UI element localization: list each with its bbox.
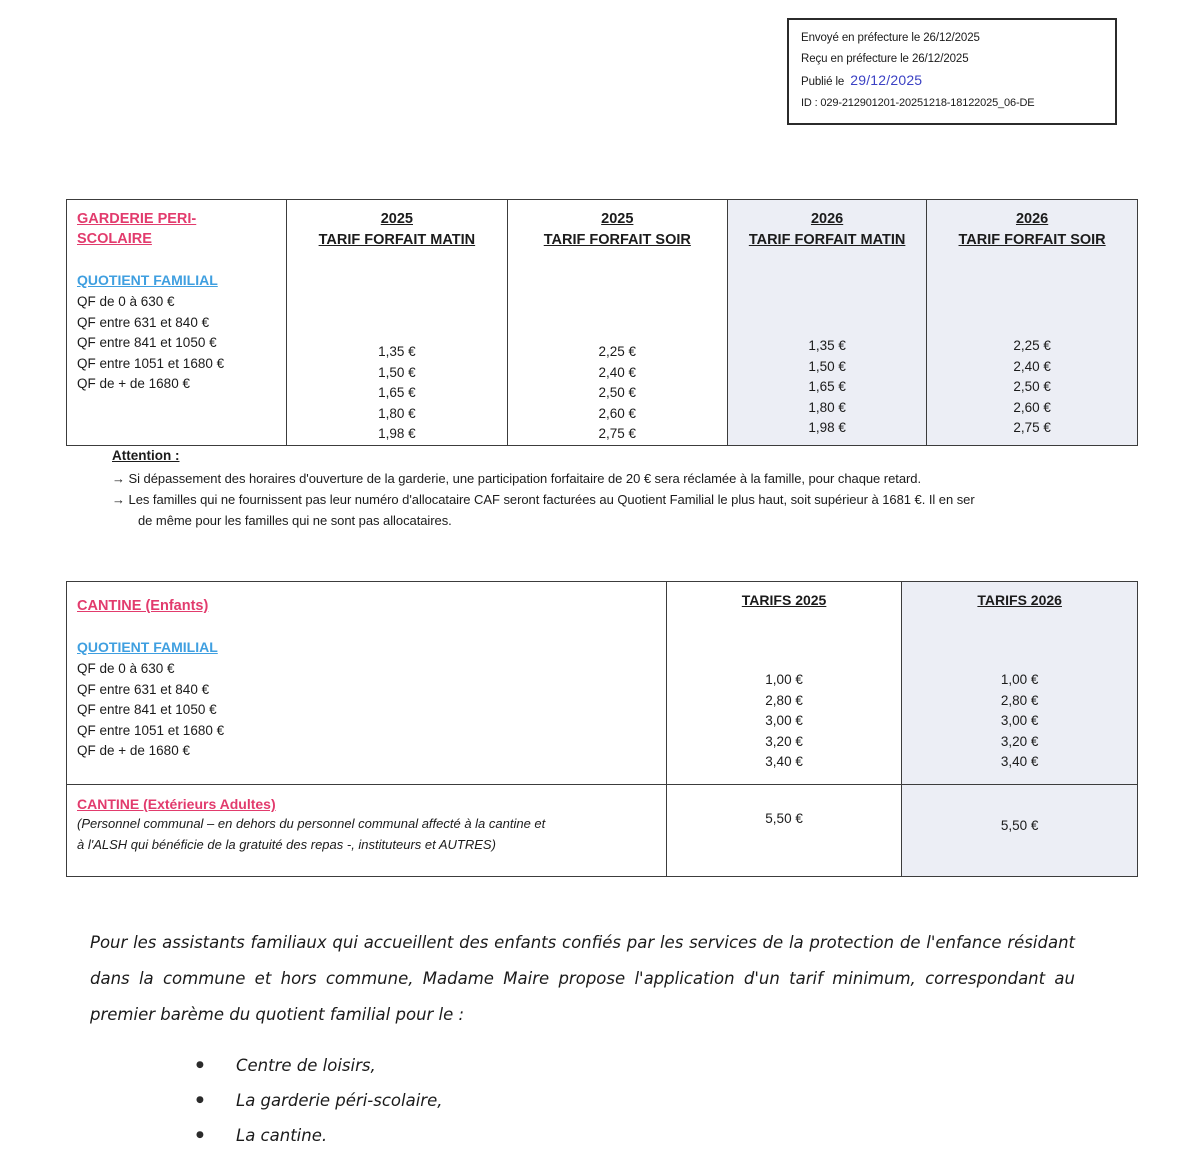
attention-title: Attention : [112, 448, 180, 463]
list-item: ● Centre de loisirs, [196, 1048, 796, 1083]
price-value: 2,50 € [1013, 379, 1051, 395]
cantine-tariff-table [66, 581, 1138, 877]
column-year: 2025 [380, 211, 413, 227]
table-row [67, 582, 1138, 785]
price-list-2025-matin [287, 251, 506, 445]
column-label: TARIF FORFAIT SOIR [543, 232, 691, 248]
column-label: TARIF FORFAIT MATIN [318, 232, 476, 248]
list-item: QF de + de 1680 € [77, 743, 190, 759]
price-value: 3,00 € [765, 713, 803, 729]
price-list-2026-soir [927, 251, 1137, 439]
price-value: 5,50 € [1000, 818, 1039, 833]
list-item: ● La garderie péri-scolaire, [196, 1083, 796, 1118]
column-header-2025: TARIFS 2025 [741, 592, 827, 608]
price-value: 1,35 € [378, 344, 416, 359]
price-value: 3,20 € [765, 733, 803, 749]
list-item: ● La cantine. [196, 1118, 796, 1153]
closing-paragraph: Pour les assistants familiaux qui accueillent des enfants confiés par les services de la protection de l'enfance résidant dans la commune et hors commune, Madame Maire propose l'application d'un tarif minimum, correspondant au premier barème du quotient familial pour le : [90, 933, 1075, 1024]
list-item: QF entre 1051 et 1680 € [77, 722, 225, 738]
price-value: 2,60 € [598, 405, 637, 421]
cantine-col-2025 [666, 582, 902, 785]
column-year: 2026 [1015, 211, 1049, 227]
cantine-adultes-subtitle-line1: (Personnel communal – en dehors du personnel communal affecté à la cantine et [77, 816, 546, 831]
list-item: QF entre 841 et 1050 € [77, 335, 217, 351]
cantine-adultes-title: CANTINE (Extérieurs Adultes) [77, 796, 276, 812]
price-value: 2,50 € [598, 385, 637, 401]
price-value: 1,98 € [808, 420, 846, 436]
column-header [728, 200, 926, 251]
price-value: 1,50 € [808, 358, 846, 374]
price-list-cantine-2025 [667, 608, 902, 773]
cantine-quotient-label: QUOTIENT FAMILIAL [77, 639, 218, 655]
price-value: 1,00 € [765, 672, 803, 687]
column-year: 2026 [810, 211, 844, 227]
price-list-cantine-2026 [902, 608, 1137, 773]
list-item: QF entre 841 et 1050 € [77, 702, 217, 718]
price-value: 2,25 € [598, 344, 637, 359]
garderie-col-2025-matin [287, 200, 507, 446]
price-value: 1,80 € [808, 399, 846, 415]
prefecture-stamp [787, 18, 1117, 125]
price-value: 2,40 € [1013, 358, 1051, 374]
price-value: 2,75 € [598, 426, 637, 442]
cantine-enfants-title: CANTINE (Enfants) [77, 598, 209, 614]
price-list-2026-matin [728, 251, 926, 439]
garderie-qf-list [77, 292, 276, 395]
column-header [927, 200, 1137, 251]
stamp-published-label: Publié le [801, 76, 845, 88]
cantine-enfants-label-cell [67, 582, 667, 785]
table-row [67, 200, 1138, 446]
cantine-adultes-label-cell [67, 785, 667, 877]
price-value: 2,80 € [1000, 692, 1039, 708]
price-value: 1,65 € [808, 379, 846, 395]
stamp-id-line: ID : 029-212901201-20251218-18122025_06-DE [801, 97, 1035, 109]
column-header [508, 200, 727, 251]
price-value: 3,20 € [1000, 733, 1039, 749]
price-value: 1,98 € [378, 426, 416, 442]
cantine-adultes-price-2026 [902, 785, 1138, 877]
price-value: 1,35 € [808, 338, 846, 353]
price-value: 5,50 € [765, 811, 803, 826]
closing-section [90, 925, 1075, 1033]
list-item: QF entre 631 et 840 € [77, 314, 210, 330]
price-list-2025-soir [508, 251, 727, 445]
column-header [287, 200, 506, 251]
garderie-col-2025-soir [507, 200, 727, 446]
closing-bullet-list [196, 1048, 796, 1153]
price-value: 1,00 € [1000, 672, 1039, 687]
attention-line-1: → Si dépassement des horaires d'ouverture de la garderie, une participation forfaitaire de 20 € sera réclamée à la famille, pour chaque retard. [112, 471, 922, 486]
list-item: QF de 0 à 630 € [77, 294, 175, 309]
stamp-received-line: Reçu en préfecture le 26/12/2025 [801, 53, 969, 65]
garderie-label-cell [67, 200, 287, 446]
column-label: TARIF FORFAIT SOIR [958, 232, 1106, 248]
stamp-published-line [801, 70, 1103, 93]
attention-notice [112, 446, 1200, 531]
list-item: QF entre 631 et 840 € [77, 681, 210, 697]
cantine-adultes-subtitle-line2: à l'ALSH qui bénéficie de la gratuité des repas -, instituteurs et AUTRES) [77, 836, 496, 852]
column-header-2026: TARIFS 2026 [977, 592, 1062, 608]
garderie-col-2026-matin [728, 200, 927, 446]
price-value: 2,25 € [1013, 338, 1051, 353]
cantine-qf-list [77, 659, 656, 762]
price-value: 3,40 € [765, 754, 803, 770]
list-item: QF de + de 1680 € [77, 376, 190, 392]
attention-line-2: → Les familles qui ne fournissent pas leur numéro d'allocataire CAF seront facturées au Quotient Familial le plus haut, soit supérieur à 1681 €. Il en ser [112, 492, 975, 507]
garderie-title-line2: SCOLAIRE [77, 231, 152, 247]
list-item: QF entre 1051 et 1680 € [77, 355, 225, 371]
cantine-adultes-price-2025 [666, 785, 902, 877]
price-value: 3,40 € [1000, 754, 1039, 770]
price-value: 2,60 € [1013, 399, 1051, 415]
price-value: 2,40 € [598, 364, 637, 380]
garderie-title-line1: GARDERIE PERI- [77, 211, 197, 227]
column-label: TARIF FORFAIT MATIN [748, 232, 906, 248]
column-year: 2025 [601, 211, 634, 227]
attention-line-3: de même pour les familles qui ne sont pas allocataires. [138, 513, 452, 528]
cantine-col-2026 [902, 582, 1138, 785]
stamp-published-date: 29/12/2025 [850, 72, 923, 88]
price-value: 2,80 € [765, 692, 803, 708]
price-value: 1,80 € [378, 405, 416, 421]
price-value: 1,50 € [378, 364, 416, 380]
garderie-col-2026-soir [927, 200, 1138, 446]
price-value: 2,75 € [1013, 420, 1051, 436]
list-item: QF de 0 à 630 € [77, 661, 175, 676]
table-row [67, 785, 1138, 877]
stamp-sent-line: Envoyé en préfecture le 26/12/2025 [801, 32, 980, 44]
price-value: 3,00 € [1000, 713, 1039, 729]
price-value: 1,65 € [378, 385, 416, 401]
garderie-tariff-table [66, 199, 1138, 446]
garderie-quotient-label: QUOTIENT FAMILIAL [77, 272, 218, 288]
garderie-category-title [77, 209, 276, 249]
